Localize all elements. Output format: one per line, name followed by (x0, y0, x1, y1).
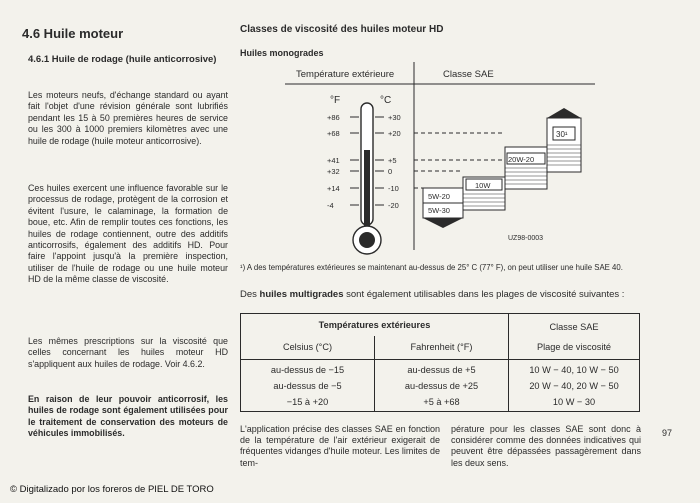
scale-label-c: -20 (388, 201, 399, 210)
scale-label-c: +5 (388, 156, 397, 165)
scale-label-f: +86 (327, 113, 340, 122)
grade-label-5w30: 5W-30 (428, 206, 450, 215)
fahrenheit-row: au-dessus de +25 (404, 380, 479, 391)
footnote: ¹) A des températures extérieures se maintenant au-dessus de 25° C (77° F), on peut utiliser une huile SAE 40. (240, 263, 623, 272)
head-temp: Températures extérieures (241, 314, 509, 336)
scale-label-c: -10 (388, 184, 399, 193)
head-celsius: Celsius (°C) (241, 336, 375, 360)
credit-line: © Digitalizado por los foreros de PIEL DE TORO (10, 484, 214, 495)
scale-label-c: +30 (388, 113, 401, 122)
scale-label-f: -4 (327, 201, 334, 210)
paragraph-1: Les moteurs neufs, d'échange standard ou ayant fait l'objet d'une révision générale sont lubrifiés pendant les 15 à 50 premières heures de service ou les 300 à 1000 premiers kilomètres avec une huile de rodage (huile moteur anticorrosive). (28, 90, 228, 146)
unit-fahrenheit: °F (330, 95, 341, 106)
grade-10w (463, 177, 505, 210)
celsius-cell (241, 360, 375, 412)
col-class-header: Classe SAE (443, 69, 494, 80)
scale-label-c: 0 (388, 167, 393, 176)
thermometer (353, 103, 381, 254)
page-number: 97 (662, 428, 673, 438)
diagram-code: UZ98-0003 (508, 235, 544, 242)
scale-label-f: +68 (327, 129, 340, 138)
fahrenheit-row: au-dessus de +5 (407, 364, 476, 375)
bottom-text-left: L'application précise des classes SAE en fonction de la température de l'air extérieur exigerait de fréquentes vidanges d'huile moteur. Les limites de tem- (240, 424, 440, 468)
grade-30 (547, 108, 581, 172)
head-class: Classe SAE (549, 321, 599, 332)
multi-intro-pre: Des (240, 289, 260, 300)
subsection-title: 4.6.1 Huile de rodage (huile anticorrosive) (28, 54, 217, 65)
grade-5w (423, 188, 463, 228)
class-cell (509, 360, 640, 412)
grade-label-30: 30¹ (556, 130, 568, 139)
paragraph-bold: En raison de leur pouvoir anticorrosif, les huiles de rodage sont également utilisées pour le traitement de conservation des moteurs de véhicules immobilisés. (28, 394, 228, 439)
multi-intro (240, 289, 640, 301)
unit-celsius: °C (380, 95, 392, 106)
col-temp-header: Température extérieure (296, 69, 395, 80)
scale-label-f: +32 (327, 167, 340, 176)
class-row: 10 W − 30 (552, 396, 596, 407)
multigrade-table (240, 313, 640, 412)
multi-intro-bold: huiles multigrades (259, 289, 344, 300)
viscosity-title: Classes de viscosité des huiles moteur HD (240, 24, 444, 35)
fahrenheit-cell (375, 360, 509, 412)
head-range: Plage de viscosité (536, 341, 612, 352)
celsius-row: au-dessus de −15 (270, 364, 345, 375)
paragraph-3: Les mêmes prescriptions sur la viscosité que celles concernant les huiles moteur HD s'appliquent aux huiles de rodage. Voir 4.6.2. (28, 336, 228, 369)
grade-label-10w: 10W (475, 181, 491, 190)
fahrenheit-row: +5 à +68 (423, 396, 460, 407)
scale-label-c: +20 (388, 129, 401, 138)
grade-label-20w20: 20W-20 (508, 155, 535, 164)
class-row: 20 W − 40, 20 W − 50 (529, 380, 619, 391)
scale-label-f: +41 (327, 156, 340, 165)
mono-heading: Huiles monogrades (240, 48, 324, 58)
head-fahrenheit: Fahrenheit (°F) (375, 336, 509, 360)
bottom-text-right: pérature pour les classes SAE sont donc à considérer comme des données indicatives qui peuvent être dépassées passagèrement dans les deux sens. (451, 424, 641, 468)
section-title: 4.6 Huile moteur (22, 26, 124, 41)
head-class-cell (509, 314, 640, 360)
celsius-row: −15 à +20 (286, 396, 329, 407)
class-row: 10 W − 40, 10 W − 50 (529, 364, 619, 375)
celsius-row: au-dessus de −5 (273, 380, 342, 391)
multi-intro-post: sont également utilisables dans les plages de viscosité suivantes : (343, 289, 625, 300)
paragraph-2: Ces huiles exercent une influence favorable sur le processus de rodage, protègent de la corrosion et évitent l'usure, le calaminage, la formation de boue, etc. Afin de remplir toutes ces fonctions, les huiles de rodage contiennent, outre des additifs anticorrosifs, également des additifs HD. Pour faire l'appoint jusqu'à la première inspection, utiliser de l'huile de rodage ou une huile moteur HD de la même classe de viscosité. (28, 183, 228, 285)
grade-label-5w20: 5W-20 (428, 192, 450, 201)
scale-label-f: +14 (327, 184, 340, 193)
